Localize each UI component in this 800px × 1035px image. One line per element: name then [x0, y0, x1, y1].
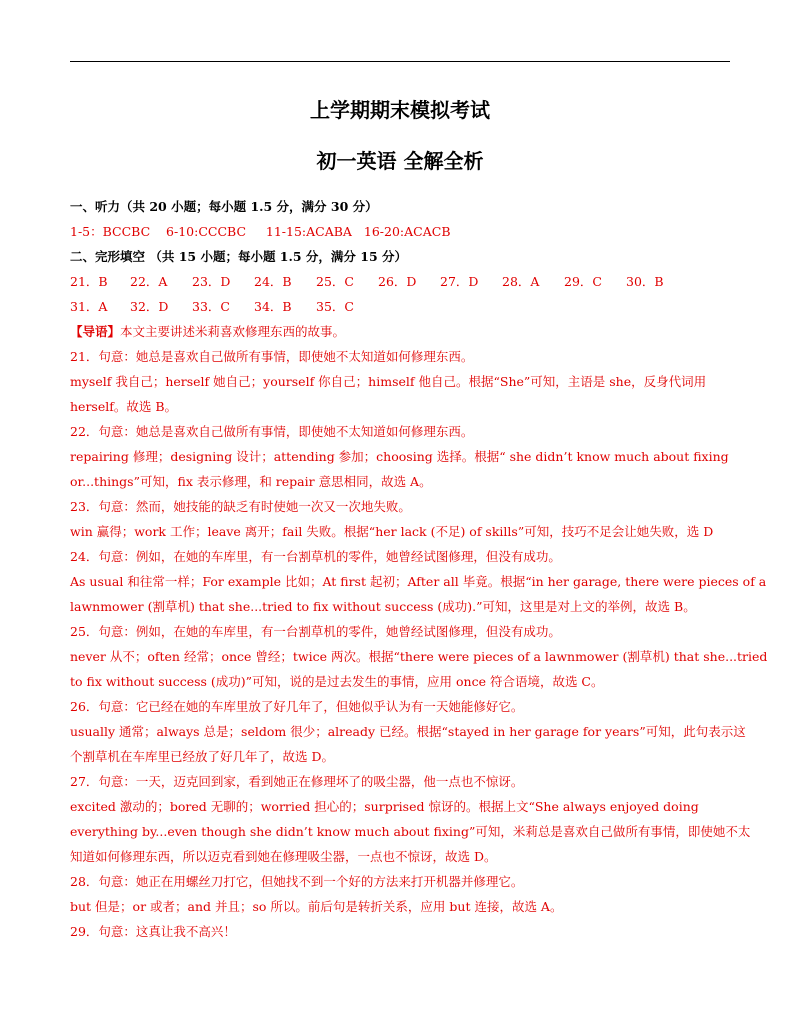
cloze-answer: 27．D: [440, 274, 479, 289]
explanation-line: to fix without success (成功)”可知，说的是过去发生的事情，应用 once 符合语境，故选 C。: [70, 674, 604, 689]
explanation-line: 26．句意：它已经在她的车库里放了好几年了，但她似乎认为有一天她能修好它。: [70, 699, 524, 714]
cloze-section-header: 二、完形填空 （共 15 小题；每小题 1.5 分，满分 15 分）: [70, 249, 408, 264]
cloze-answer: 30．B: [626, 274, 664, 289]
guide-line: [70, 319, 730, 344]
explanation-line: 24．句意：例如，在她的车库里，有一台割草机的零件，她曾经试图修理，但没有成功。: [70, 549, 561, 564]
explanation-line: or...things”可知，fix 表示修理，和 repair 意思相同，故选 A。: [70, 474, 432, 489]
explanation-line: repairing 修理；designing 设计；attending 参加；choosing 选择。根据“ she didn’t know much about fixing: [70, 449, 729, 464]
guide-text: 本文主要讲述米莉喜欢修理东西的故事。: [120, 324, 346, 339]
cloze-answer: 21．B: [70, 274, 108, 289]
explanation-line: 27．句意：一天，迈克回到家，看到她正在修理坏了的吸尘器，他一点也不惊讶。: [70, 774, 524, 789]
cloze-answer: 33．C: [192, 299, 230, 314]
cloze-answer: 23．D: [192, 274, 231, 289]
cloze-answer: 35．C: [316, 299, 354, 314]
document-title: 上学期期末模拟考试: [310, 98, 490, 122]
cloze-answer: 24．B: [254, 274, 292, 289]
explanation-line: As usual 和往常一样；For example 比如；At first 起初；After all 毕竟。根据“in her garage, there were pieces of a: [70, 574, 767, 589]
cloze-answer: 31．A: [70, 299, 108, 314]
explanation-line: 28．句意：她正在用螺丝刀打它，但她找不到一个好的方法来打开机器并修理它。: [70, 874, 524, 889]
explanation-line: lawnmower (割草机) that she...tried to fix without success (成功).”可知，这里是对上文的举例，故选 B。: [70, 599, 696, 614]
explanation-line: win 赢得；work 工作；leave 离开；fail 失败。根据“her lack (不足) of skills”可知，技巧不足会让她失败，选 D: [70, 524, 714, 539]
explanation-line: but 但是；or 或者；and 并且；so 所以。前后句是转折关系，应用 but 连接，故选 A。: [70, 899, 563, 914]
listening-answers: 1-5：BCCBC 6-10:CCCBC 11-15:ACABA 16-20:ACACB: [70, 224, 451, 239]
explanation-line: excited 激动的；bored 无聊的；worried 担心的；surprised 惊讶的。根据上文“She always enjoyed doing: [70, 799, 699, 814]
document-subtitle: 初一英语 全解全析: [316, 149, 484, 173]
explanation-line: 29．句意：这真让我不高兴！: [70, 924, 236, 939]
cloze-answer: 28．A: [502, 274, 540, 289]
explanation-line: 个割草机在车库里已经放了好几年了，故选 D。: [70, 749, 334, 764]
cloze-answer: 25．C: [316, 274, 354, 289]
explanation-line: 21．句意：她总是喜欢自己做所有事情，即使她不太知道如何修理东西。: [70, 349, 474, 364]
explanation-line: never 从不；often 经常；once 曾经；twice 两次。根据“there were pieces of a lawnmower (割草机) that she...tried: [70, 649, 768, 664]
listening-section-header: 一、听力（共 20 小题；每小题 1.5 分，满分 30 分）: [70, 199, 378, 214]
explanation-line: usually 通常；always 总是；seldom 很少；already 已经。根据“stayed in her garage for years”可知，此句表示这: [70, 724, 746, 739]
cloze-answer: 32．D: [130, 299, 169, 314]
cloze-answer: 22．A: [130, 274, 168, 289]
document-body: [70, 194, 768, 944]
explanation-line: 22．句意：她总是喜欢自己做所有事情，即使她不太知道如何修理东西。: [70, 424, 474, 439]
explanation-line: everything by...even though she didn’t know much about fixing”可知，米莉总是喜欢自己做所有事情，即使她不太: [70, 824, 751, 839]
cloze-answer: 29．C: [564, 274, 602, 289]
explanation-line: myself 我自己；herself 她自己；yourself 你自己；himself 他自己。根据“She”可知，主语是 she，反身代词用: [70, 374, 707, 389]
explanation-line: 23．句意：然而，她技能的缺乏有时使她一次又一次地失败。: [70, 499, 411, 514]
explanation-line: 知道如何修理东西，所以迈克看到她在修理吸尘器，一点也不惊讶，故选 D。: [70, 849, 497, 864]
guide-label: 【导语】: [70, 324, 121, 339]
header-rule: [70, 61, 730, 62]
explanation-line: herself。故选 B。: [70, 399, 178, 414]
cloze-answer: 34．B: [254, 299, 292, 314]
cloze-answer: 26．D: [378, 274, 417, 289]
cloze-answers-row-1: [70, 269, 730, 294]
cloze-answers-row-2: [70, 294, 730, 319]
explanation-line: 25．句意：例如，在她的车库里，有一台割草机的零件，她曾经试图修理，但没有成功。: [70, 624, 561, 639]
